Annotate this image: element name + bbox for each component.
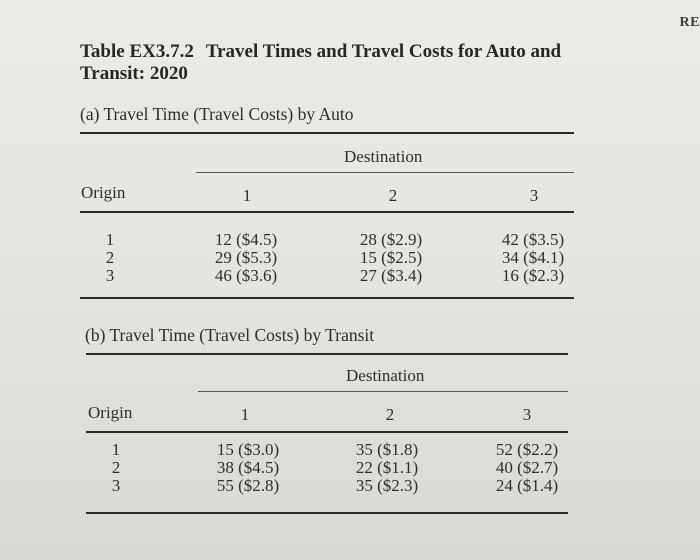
spanner-transit: Destination xyxy=(346,366,425,385)
dest-3-column-auto xyxy=(502,231,564,285)
table-title xyxy=(80,41,620,85)
table-cell: 52 ($2.2) xyxy=(495,440,559,459)
table-cell: 38 ($4.5) xyxy=(216,458,280,477)
subtitle-auto: (a) Travel Time (Travel Costs) by Auto xyxy=(80,104,354,124)
col-header-1-auto: 1 xyxy=(242,186,252,205)
table-cell: 29 ($5.3) xyxy=(214,248,278,267)
origin-label: 1 xyxy=(105,230,115,249)
col-header-2-auto: 2 xyxy=(388,186,398,205)
table-cell: 12 ($4.5) xyxy=(214,230,278,249)
table-cell: 24 ($1.4) xyxy=(495,476,559,495)
rule-header-auto xyxy=(80,211,574,213)
dest-2-column-transit xyxy=(356,441,418,495)
dest-2-column-auto xyxy=(360,231,422,285)
col-header-2-transit: 2 xyxy=(385,405,395,424)
subtitle-transit: (b) Travel Time (Travel Costs) by Transit xyxy=(85,325,375,345)
origin-label: 2 xyxy=(111,458,121,477)
table-number: Table EX3.7.2 xyxy=(80,41,194,62)
origin-column-auto xyxy=(106,231,115,285)
table-cell: 55 ($2.8) xyxy=(216,476,280,495)
col-header-3-transit: 3 xyxy=(522,405,532,424)
table-cell: 34 ($4.1) xyxy=(501,248,565,267)
spanner-auto: Destination xyxy=(344,147,423,166)
rule-top-transit xyxy=(86,353,568,355)
rule-spanner-auto xyxy=(196,172,574,173)
table-cell: 35 ($2.3) xyxy=(355,476,419,495)
rule-top-auto xyxy=(80,132,574,134)
table-cell: 42 ($3.5) xyxy=(501,230,565,249)
origin-label: 3 xyxy=(105,266,115,285)
table-cell: 15 ($2.5) xyxy=(359,248,423,267)
rule-header-transit xyxy=(86,431,568,433)
table-cell: 46 ($3.6) xyxy=(214,266,278,285)
table-cell: 15 ($3.0) xyxy=(216,440,280,459)
table-cell: 40 ($2.7) xyxy=(495,458,559,477)
table-cell: 16 ($2.3) xyxy=(501,266,565,285)
dest-3-column-transit xyxy=(496,441,558,495)
origin-label: 1 xyxy=(111,440,121,459)
table-cell: 28 ($2.9) xyxy=(359,230,423,249)
table-cell: 22 ($1.1) xyxy=(355,458,419,477)
col-header-1-transit: 1 xyxy=(240,405,250,424)
rule-bottom-auto xyxy=(80,297,574,299)
corner-text: RE xyxy=(679,15,700,30)
origin-label: 3 xyxy=(111,476,121,495)
stub-header-auto: Origin xyxy=(81,183,126,202)
col-header-3-auto: 3 xyxy=(529,186,539,205)
rule-spanner-transit xyxy=(198,391,568,392)
table-cell: 27 ($3.4) xyxy=(359,266,423,285)
table-cell: 35 ($1.8) xyxy=(355,440,419,459)
dest-1-column-auto xyxy=(215,231,277,285)
origin-label: 2 xyxy=(105,248,115,267)
rule-bottom-transit xyxy=(86,512,568,514)
table-title-text: Travel Times and Travel Costs for Auto and Transit: 2020 xyxy=(80,41,562,84)
origin-column-transit xyxy=(112,441,121,495)
dest-1-column-transit xyxy=(217,441,279,495)
stub-header-transit: Origin xyxy=(88,403,133,422)
